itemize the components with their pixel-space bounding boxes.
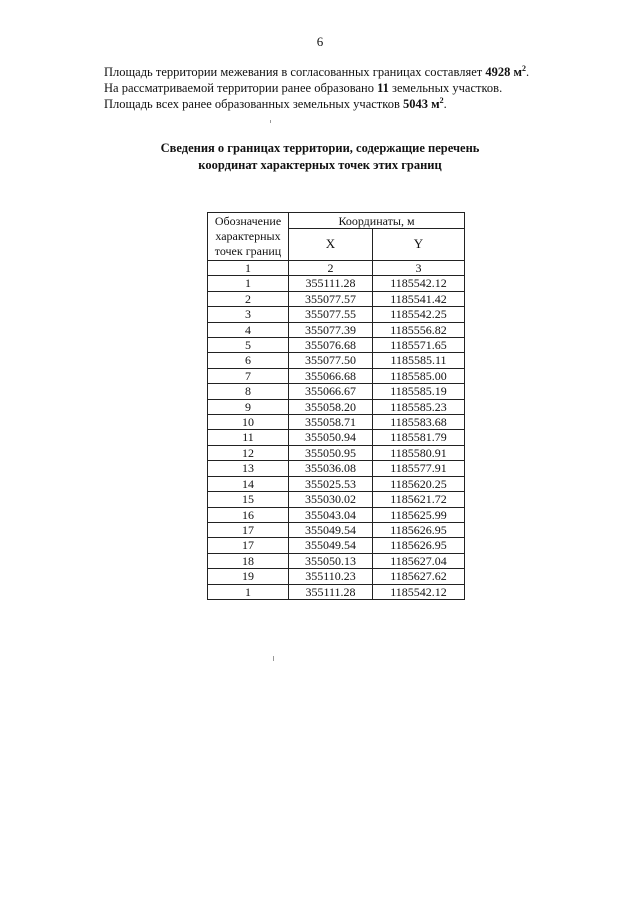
table-row (208, 522, 465, 537)
area-value: 4928 м (485, 65, 522, 79)
coord-x: 355025.53 (289, 476, 373, 491)
point-id: 18 (208, 553, 289, 568)
coord-y: 1185627.62 (373, 569, 465, 584)
header-y: Y (373, 229, 465, 261)
table-row (208, 291, 465, 306)
coordinates-table (207, 212, 465, 600)
coord-y: 1185542.12 (373, 276, 465, 291)
table-row (208, 368, 465, 383)
page-number: 6 (316, 34, 324, 49)
table-row (208, 276, 465, 291)
coord-x: 355050.13 (289, 553, 373, 568)
coordinates-body (208, 276, 465, 600)
table-row (208, 507, 465, 522)
table-row (208, 492, 465, 507)
parcel-count-value: 11 (377, 81, 389, 95)
point-id: 17 (208, 522, 289, 537)
coord-x: 355058.71 (289, 415, 373, 430)
point-id: 11 (208, 430, 289, 445)
header-x: X (289, 229, 373, 261)
coord-y: 1185585.11 (373, 353, 465, 368)
coord-y: 1185577.91 (373, 461, 465, 476)
point-id: 1 (208, 584, 289, 599)
coord-y: 1185626.95 (373, 538, 465, 553)
coord-y: 1185625.99 (373, 507, 465, 522)
coord-y: 1185585.23 (373, 399, 465, 414)
coord-x: 355036.08 (289, 461, 373, 476)
coord-x: 355076.68 (289, 338, 373, 353)
coord-y: 1185581.79 (373, 430, 465, 445)
table-row (208, 353, 465, 368)
table-row (208, 415, 465, 430)
coord-y: 1185556.82 (373, 322, 465, 337)
coord-x: 355110.23 (289, 569, 373, 584)
table-row (208, 461, 465, 476)
point-id: 14 (208, 476, 289, 491)
section-title-line1: Сведения о границах территории, содержащие перечень (160, 141, 480, 155)
coord-x: 355043.04 (289, 507, 373, 522)
point-id: 19 (208, 569, 289, 584)
point-id: 1 (208, 276, 289, 291)
scan-speck (273, 656, 274, 661)
column-number: 1 (208, 261, 289, 276)
table-row (208, 399, 465, 414)
coord-x: 355058.20 (289, 399, 373, 414)
coord-y: 1185583.68 (373, 415, 465, 430)
table-row (208, 338, 465, 353)
point-id: 17 (208, 538, 289, 553)
column-number: 2 (289, 261, 373, 276)
coord-y: 1185620.25 (373, 476, 465, 491)
table-row (208, 538, 465, 553)
header-point-label: Обозначение характерных точек границ (208, 213, 289, 261)
intro-line-count: На рассматриваемой территории ранее образовано 11 земельных участков. (104, 81, 503, 95)
coord-x: 355049.54 (289, 538, 373, 553)
coord-y: 1185585.00 (373, 368, 465, 383)
section-title-line2: координат характерных точек этих границ (198, 158, 442, 172)
intro-line-total: Площадь всех ранее образованных земельных участков 5043 $м^2$. (104, 95, 447, 111)
point-id: 6 (208, 353, 289, 368)
point-id: 7 (208, 368, 289, 383)
coord-y: 1185585.19 (373, 384, 465, 399)
table-row (208, 445, 465, 460)
coord-y: 1185621.72 (373, 492, 465, 507)
section-title (0, 140, 640, 174)
coord-x: 355050.94 (289, 430, 373, 445)
column-number: 3 (373, 261, 465, 276)
total-area-value: 5043 м (403, 97, 440, 111)
coord-y: 1185626.95 (373, 522, 465, 537)
coord-x: 355030.02 (289, 492, 373, 507)
point-id: 16 (208, 507, 289, 522)
point-id: 12 (208, 445, 289, 460)
table-row (208, 384, 465, 399)
intro-paragraph (104, 64, 574, 112)
point-id: 2 (208, 291, 289, 306)
coord-y: 1185627.04 (373, 553, 465, 568)
coord-x: 355077.57 (289, 291, 373, 306)
point-id: 3 (208, 307, 289, 322)
table-row (208, 322, 465, 337)
coord-y: 1185541.42 (373, 291, 465, 306)
point-id: 9 (208, 399, 289, 414)
intro-line-area: Площадь территории межевания в согласованных границах составляет 4928 $м^2$. (104, 63, 530, 79)
table-row (208, 476, 465, 491)
scan-speck (270, 120, 271, 123)
table-row (208, 553, 465, 568)
table-row (208, 430, 465, 445)
coord-x: 355111.28 (289, 276, 373, 291)
coord-y: 1185571.65 (373, 338, 465, 353)
coord-x: 355066.68 (289, 368, 373, 383)
coord-x: 355077.50 (289, 353, 373, 368)
coord-x: 355077.55 (289, 307, 373, 322)
coord-x: 355049.54 (289, 522, 373, 537)
table-row (208, 584, 465, 599)
coord-x: 355066.67 (289, 384, 373, 399)
point-id: 4 (208, 322, 289, 337)
point-id: 10 (208, 415, 289, 430)
point-id: 15 (208, 492, 289, 507)
table-row (208, 569, 465, 584)
point-id: 13 (208, 461, 289, 476)
coord-x: 355077.39 (289, 322, 373, 337)
coord-y: 1185580.91 (373, 445, 465, 460)
table-row (208, 307, 465, 322)
coord-x: 355111.28 (289, 584, 373, 599)
coord-y: 1185542.25 (373, 307, 465, 322)
header-coordinates: Координаты, м (289, 213, 465, 229)
coord-y: 1185542.12 (373, 584, 465, 599)
point-id: 5 (208, 338, 289, 353)
coord-x: 355050.95 (289, 445, 373, 460)
point-id: 8 (208, 384, 289, 399)
column-number-row (208, 261, 465, 276)
